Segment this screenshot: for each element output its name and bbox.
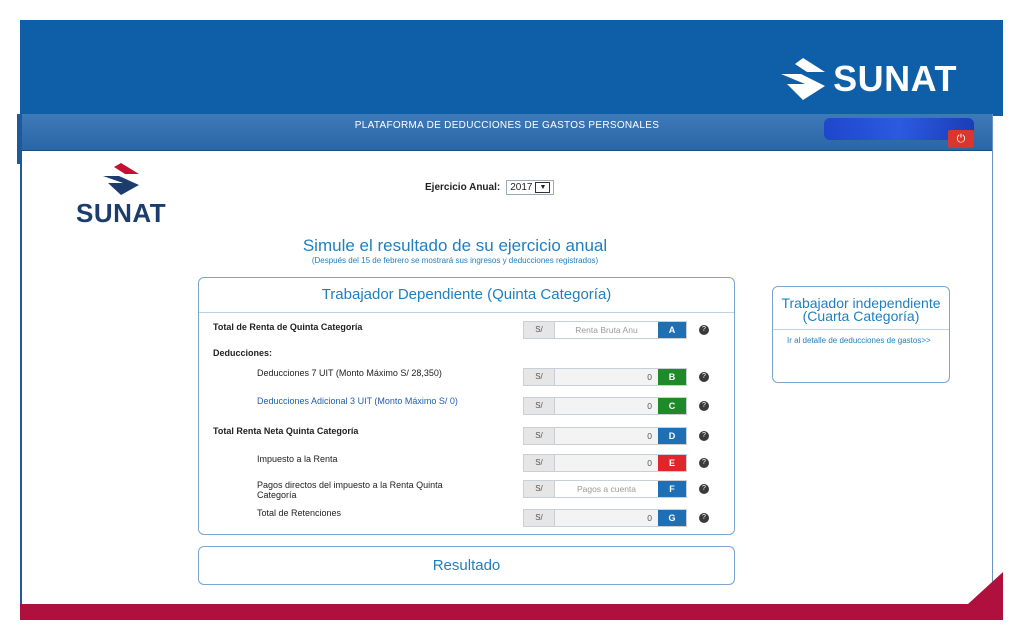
renta-input[interactable]: Renta Bruta Anu xyxy=(555,322,658,338)
info-icon[interactable]: ? xyxy=(699,372,709,382)
year-label: Ejercicio Anual: xyxy=(425,182,501,193)
year-select[interactable] xyxy=(506,180,554,195)
retenciones-label: Total de Retenciones xyxy=(257,508,342,518)
sunat-s-icon xyxy=(779,58,827,100)
currency-label: S/ xyxy=(524,455,555,471)
impuesto-label: Impuesto a la Renta xyxy=(257,454,338,464)
ded3-label: Deducciones Adicional 3 UIT (Monto Máximo S/ 0) xyxy=(257,396,458,406)
neta-field[interactable] xyxy=(523,427,687,445)
impuesto-value[interactable]: 0 xyxy=(647,458,652,468)
independent-title: Trabajador independiente (Cuarta Categoría) xyxy=(781,295,941,324)
window-title: PLATAFORMA DE DEDUCCIONES DE GASTOS PERSONALES xyxy=(354,120,660,131)
ded7-value[interactable]: 0 xyxy=(647,372,652,382)
pagos-label: Pagos directos del impuesto a la Renta Quinta Categoría xyxy=(257,480,443,500)
top-banner xyxy=(20,20,1003,116)
code-a: A xyxy=(658,322,686,338)
ded7-field[interactable] xyxy=(523,368,687,386)
divider xyxy=(199,312,734,313)
code-g: G xyxy=(658,510,686,526)
sunat-logo xyxy=(76,163,166,229)
brand-name: SUNAT xyxy=(76,198,167,228)
info-icon[interactable]: ? xyxy=(699,325,709,335)
titlebar xyxy=(22,114,992,151)
brand-name: SUNAT xyxy=(833,58,957,99)
info-icon[interactable]: ? xyxy=(699,513,709,523)
impuesto-field[interactable] xyxy=(523,454,687,472)
result-box[interactable] xyxy=(198,546,735,585)
info-icon[interactable]: ? xyxy=(699,458,709,468)
bottom-bar xyxy=(20,604,1003,620)
independent-card xyxy=(772,286,950,383)
code-f: F xyxy=(658,481,686,497)
currency-label: S/ xyxy=(524,510,555,526)
info-icon[interactable]: ? xyxy=(699,401,709,411)
code-c: C xyxy=(658,398,686,414)
pagos-input[interactable]: Pagos a cuenta xyxy=(555,481,658,497)
code-e: E xyxy=(658,455,686,471)
pagos-field[interactable] xyxy=(523,480,687,498)
sunat-logo-white xyxy=(779,58,957,100)
code-d: D xyxy=(658,428,686,444)
neta-label: Total Renta Neta Quinta Categoría xyxy=(213,426,359,436)
sunat-s-icon xyxy=(101,163,141,195)
dependent-panel xyxy=(198,277,735,535)
ded3-value[interactable]: 0 xyxy=(647,401,652,411)
ded7-label: Deducciones 7 UIT (Monto Máximo S/ 28,350) xyxy=(257,368,442,378)
info-icon[interactable]: ? xyxy=(699,431,709,441)
currency-label: S/ xyxy=(524,481,555,497)
code-b: B xyxy=(658,369,686,385)
currency-label: S/ xyxy=(524,322,555,338)
neta-value[interactable]: 0 xyxy=(647,431,652,441)
renta-field[interactable] xyxy=(523,321,687,339)
year-row xyxy=(425,180,554,195)
year-value: 2017 xyxy=(510,182,533,193)
renta-label: Total de Renta de Quinta Categoría xyxy=(213,322,363,332)
subline: (Después del 15 de febrero se mostrará sus ingresos y deducciones registrados) xyxy=(311,256,599,265)
headline: Simule el resultado de su ejercicio anual xyxy=(302,236,608,255)
retenciones-field[interactable] xyxy=(523,509,687,527)
info-icon[interactable]: ? xyxy=(699,484,709,494)
currency-label: S/ xyxy=(524,428,555,444)
result-title: Resultado xyxy=(432,557,501,574)
retenciones-value[interactable]: 0 xyxy=(647,513,652,523)
chevron-down-icon: ▼ xyxy=(535,182,550,193)
deducciones-title: Deducciones: xyxy=(213,348,273,358)
ded3-field[interactable] xyxy=(523,397,687,415)
currency-label: S/ xyxy=(524,369,555,385)
deductions-detail-link[interactable]: Ir al detalle de deducciones de gastos>> xyxy=(787,336,931,345)
currency-label: S/ xyxy=(524,398,555,414)
power-icon[interactable]: ⏻ xyxy=(948,130,974,148)
panel-title: Trabajador Dependiente (Quinta Categoría) xyxy=(321,286,612,303)
